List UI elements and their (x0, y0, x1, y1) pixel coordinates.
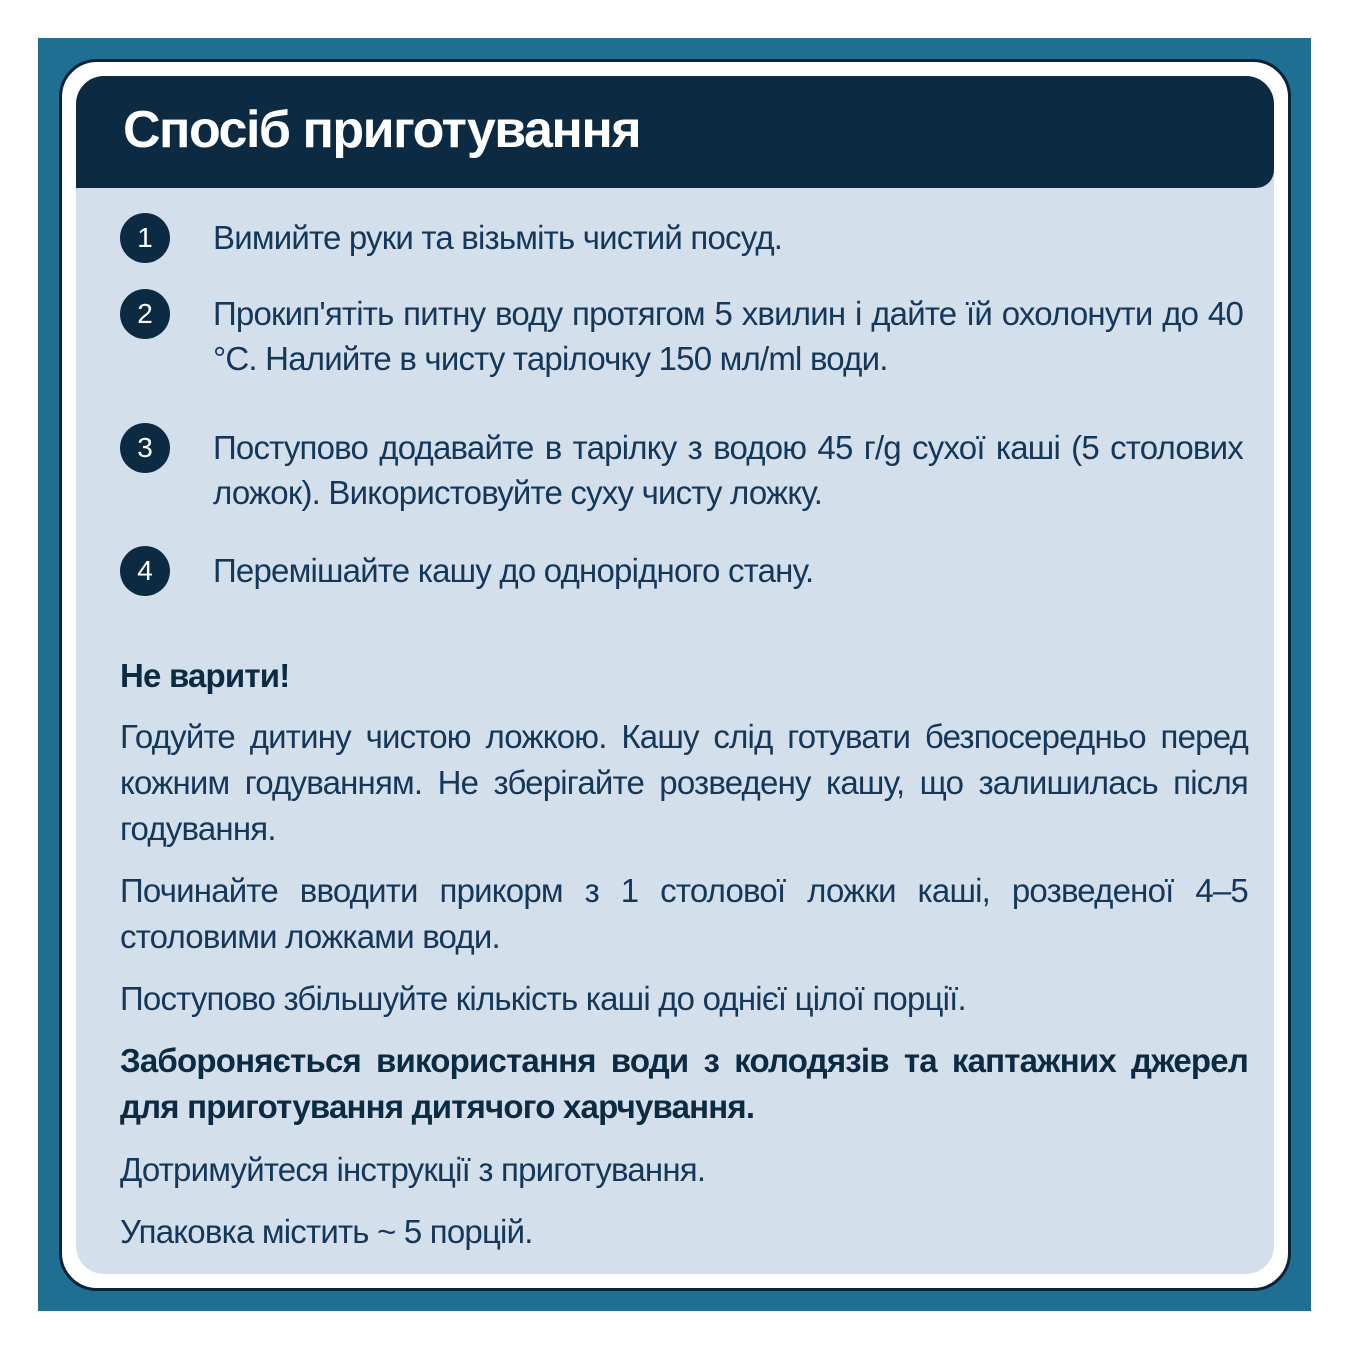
step-number-badge: 4 (120, 546, 170, 596)
header-bar (76, 76, 1274, 188)
step-text: Прокип'ятіть питну воду протягом 5 хвилин і дайте їй охолонути до 40 °C. Налийте в чисту тарілочку 150 мл/ml води. (213, 295, 1243, 377)
feeding-paragraph: Годуйте дитину чистою ложкою. Кашу слід готувати безпосередньо перед кожним годуванням. Не зберігайте розведену кашу, що залишилась після годування. (120, 718, 1248, 847)
step-text: Перемішайте кашу до однорідного стану. (213, 552, 814, 589)
instruction-card (59, 59, 1291, 1291)
page-title: Спосіб приготування (123, 101, 641, 159)
follow-paragraph: Дотримуйтеся інструкції з приготування. (120, 1151, 706, 1188)
step-number-badge: 3 (120, 423, 170, 473)
card-body (76, 76, 1274, 1274)
start-paragraph: Починайте вводити прикорм з 1 столової ложки каші, розведеної 4–5 столовими ложками води. (120, 872, 1248, 955)
step-number-badge: 2 (120, 289, 170, 339)
step-number-badge: 1 (120, 213, 170, 263)
step-text: Вимийте руки та візьміть чистий посуд. (213, 219, 783, 256)
warning-paragraph: Забороняється використання води з колодязів та каптажних джерел для приготування дитячого харчування. (120, 1042, 1248, 1125)
step-text: Поступово додавайте в тарілку з водою 45 г/g сухої каші (5 столових ложок). Використовуйте суху чисту ложку. (213, 429, 1243, 511)
no-boil-heading: Не варити! (120, 657, 290, 694)
increase-paragraph: Поступово збільшуйте кількість каші до однієї цілої порції. (120, 980, 966, 1017)
package-paragraph: Упаковка містить ~ 5 порцій. (120, 1213, 533, 1250)
